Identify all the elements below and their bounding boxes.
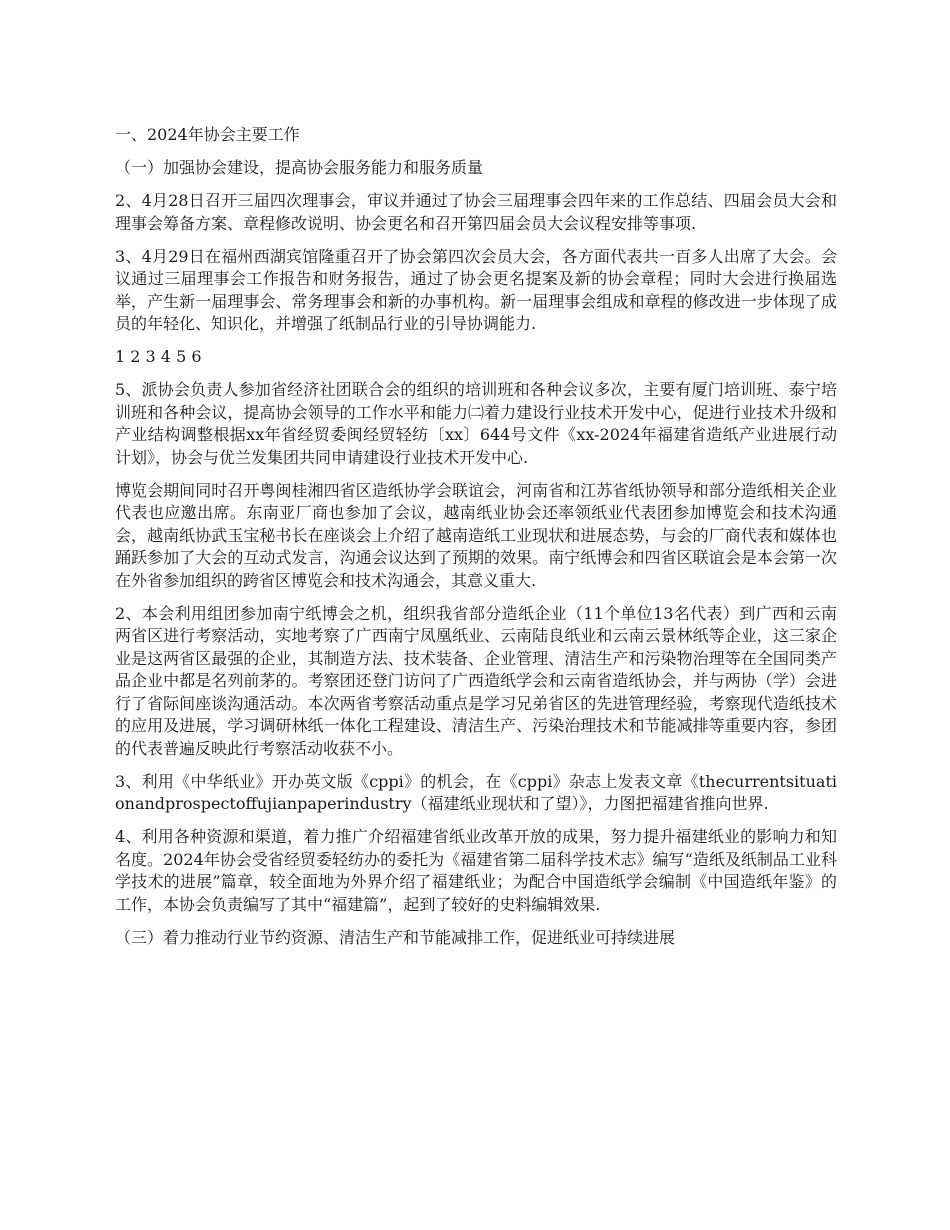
section-heading: 一、2024年协会主要工作 <box>115 125 300 144</box>
paragraph: 1 2 3 4 5 6 <box>115 347 202 366</box>
paragraph: 2、本会利用组团参加南宁纸博会之机，组织我省部分造纸企业（11个单位13名代表）到广西和云南两省区进行考察活动，实地考察了广西南宁凤凰纸业、云南陆良纸业和云南云景林纸等企业，这三家企业是这两省区最强的企业，其制造方法、技术装备、企业管理、清洁生产和污染物治理等在全国同类产品企业中都是名列前茅的。考察团还登门访问了广西造纸学会和云南省造纸协会，并与两协（学）会进行了省际间座谈沟通活动。本次两省考察活动重点是学习兄弟省区的先进管理经验，考察现代造纸技术的应用及进展，学习调研林纸一体化工程建设、清洁生产、污染治理技术和节能减排等重要内容，参团的代表普遍反映此行考察活动收获不小。 <box>115 603 837 758</box>
document-page <box>115 124 837 960</box>
subsection-heading: （三）着力推动行业节约资源、清洁生产和节能减排工作，促进纸业可持续进展 <box>115 927 676 947</box>
paragraph: 2、4月28日召开三届四次理事会，审议并通过了协会三届理事会四年来的工作总结、四届会员大会和理事会筹备方案、章程修改说明、协会更名和召开第四届会员大会议程安排等事项. <box>115 191 837 233</box>
paragraph: 3、4月29日在福州西湖宾馆隆重召开了协会第四次会员大会，各方面代表共一百多人出席了大会。会议通过三届理事会工作报告和财务报告，通过了协会更名提案及新的协会章程；同时大会进行换届选举，产生新一届理事会、常务理事会和新的办事机构。新一届理事会组成和章程的修改进一步体现了成员的年轻化、知识化，并增强了纸制品行业的引导协调能力. <box>115 246 837 333</box>
paragraph: 4、利用各种资源和渠道，着力推广介绍福建省纸业改革开放的成果，努力提升福建纸业的影响力和知名度。2024年协会受省经贸委轻纺办的委托为《福建省第二届科学技术志》编写“造纸及纸制品工业科学技术的进展”篇章，较全面地为外界介绍了福建纸业；为配合中国造纸学会编制《中国造纸年鉴》的工作，本协会负责编写了其中“福建篇”，起到了较好的史料编辑效果. <box>115 827 837 914</box>
paragraph: 博览会期间同时召开粤闽桂湘四省区造纸协学会联谊会，河南省和江苏省纸协领导和部分造纸相关企业代表也应邀出席。东南亚厂商也参加了会议，越南纸业协会还率领纸业代表团参加博览会和技术沟通会，越南纸协武玉宝秘书长在座谈会上介绍了越南造纸工业现状和进展态势，与会的厂商代表和媒体也踊跃参加了大会的互动式发言，沟通会议达到了预期的效果。南宁纸博会和四省区联谊会是本会第一次在外省参加组织的跨省区博览会和技术沟通会，其意义重大. <box>115 480 837 590</box>
subsection-heading: （一）加强协会建设，提高协会服务能力和服务质量 <box>115 158 484 177</box>
paragraph: 5、派协会负责人参加省经济社团联合会的组织的培训班和各种会议多次，主要有厦门培训班、泰宁培训班和各种会议，提高协会领导的工作水平和能力㈡着力建设行业技术开发中心，促进行业技术升级和产业结构调整根据xx年省经贸委闽经贸轻纺〔xx〕644号文件《xx-2024年福建省造纸产业进展行动计划》，协会与优兰发集团共同申请建设行业技术开发中心. <box>115 380 837 467</box>
paragraph: 3、利用《中华纸业》开办英文版《cppi》的机会，在《cppi》杂志上发表文章《thecurrentsituationandprospectoffujianpaperindustry（福建纸业现状和了望）》，力图把福建省推向世界. <box>115 771 837 813</box>
